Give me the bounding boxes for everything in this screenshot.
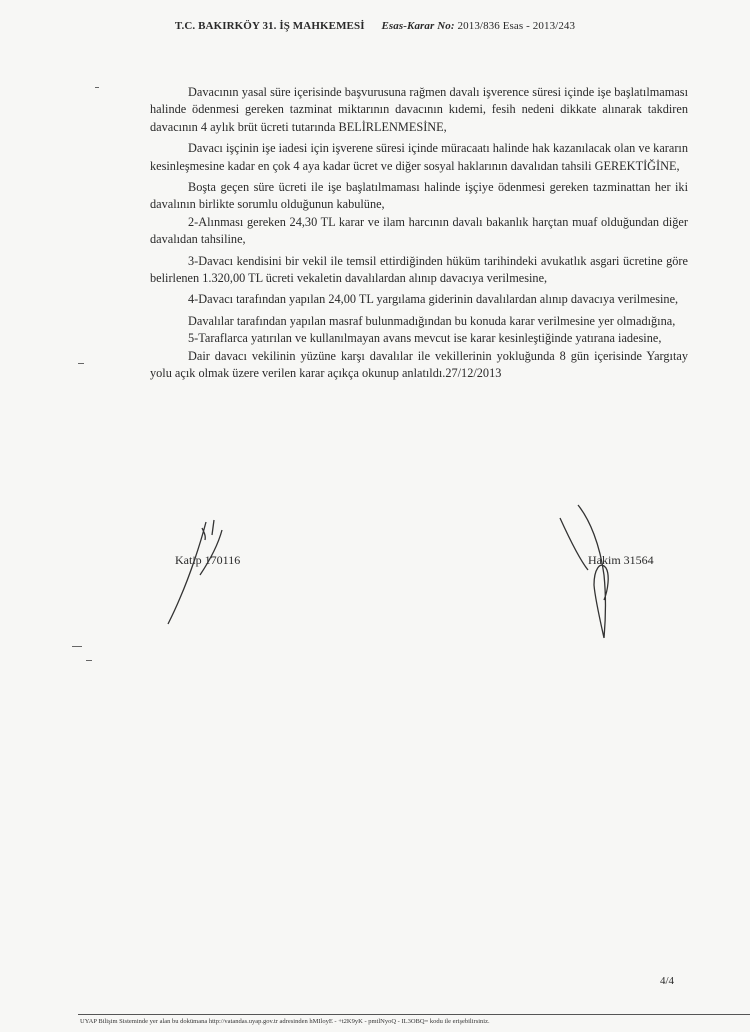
- paragraph-liability: Boşta geçen süre ücreti ile işe başlatılmaması halinde işçiye ödenmesi gereken tazminattan her iki davalının birlikte sorumlu olduğunun kabulüne,: [150, 180, 688, 212]
- clerk-signature-stroke: [168, 520, 222, 624]
- margin-mark: [95, 87, 99, 88]
- clerk-signature-label: Katip 170116: [175, 553, 241, 567]
- footer-divider: [78, 1014, 750, 1015]
- paragraph-fees: 2-Alınması gereken 24,30 TL karar ve ilam harcının davalı bakanlık harçtan muaf olduğundan diğer davalıdan tahsiline,: [150, 214, 688, 247]
- case-number-label: Esas-Karar No:: [381, 20, 455, 32]
- margin-mark: [72, 646, 82, 647]
- margin-mark: [78, 363, 84, 364]
- paragraph-advance: 5-Taraflarca yatırılan ve kullanılmayan avans mevcut ise karar kesinleştiğinde yatırana iadesine,: [188, 331, 662, 346]
- judge-signature-label: Hakim 31564: [588, 553, 654, 567]
- judge-signature-stroke: [560, 505, 608, 638]
- paragraph-wages: Davacı işçinin işe iadesi için işverene süresi içinde müracaatı halinde hak kazanılacak olan ve kararın kesinleşmesine kadar en çok 4 aya kadar ücret ve diğer sosyal haklarının davalıdan tahsili GEREKTİĞİNE,: [150, 141, 688, 173]
- margin-mark: [86, 660, 92, 661]
- case-number-value: 2013/836 Esas - 2013/243: [457, 20, 576, 32]
- court-name: T.C. BAKIRKÖY 31. İŞ MAHKEMESİ: [174, 20, 365, 32]
- paragraph-expenses: 4-Davacı tarafından yapılan 24,00 TL yargılama giderinin davalılardan alınıp davacıya verilmesine,: [188, 292, 679, 307]
- page-number: 4/4: [660, 975, 675, 987]
- paragraph-compensation: Davacının yasal süre içerisinde başvurusuna rağmen davalı işverence süresi içinde işe başlatılmaması halinde ödenmesi gereken tazminat miktarının davacının kıdemi, fesih nedeni dikkate alınarak takdiren davacının 4 aylık brüt ücreti tutarında BELİRLENMESİNE,: [150, 85, 688, 134]
- paragraph-attorney-fee: 3-Davacı kendisini bir vekil ile temsil ettirdiğinden hüküm tarihindeki avukatlık asgari ücretine göre belirlenen 1.320,00 TL ücreti vekaletin davalılardan alınıp davacıya verilmesine,: [150, 253, 688, 286]
- paragraph-no-costs: Davalılar tarafından yapılan masraf bulunmadığından bu konuda karar verilmesine yer olmadığına,: [188, 313, 676, 328]
- uyap-footer: UYAP Bilişim Sisteminde yer alan bu dokümana http://vatandas.uyap.gov.tr adresinden hMIloyE - +t2K9yK - pmtlNyoQ - IL3OBQ= kodu ile erişebilirsiniz.: [80, 1018, 490, 1025]
- paragraph-closing: Dair davacı vekilinin yüzüne karşı davalılar ile vekillerinin yokluğunda 8 gün içerisinde Yargıtay yolu açık olmak üzere verilen karar açıkça okunup anlatıldı.27/12/2013: [150, 348, 688, 381]
